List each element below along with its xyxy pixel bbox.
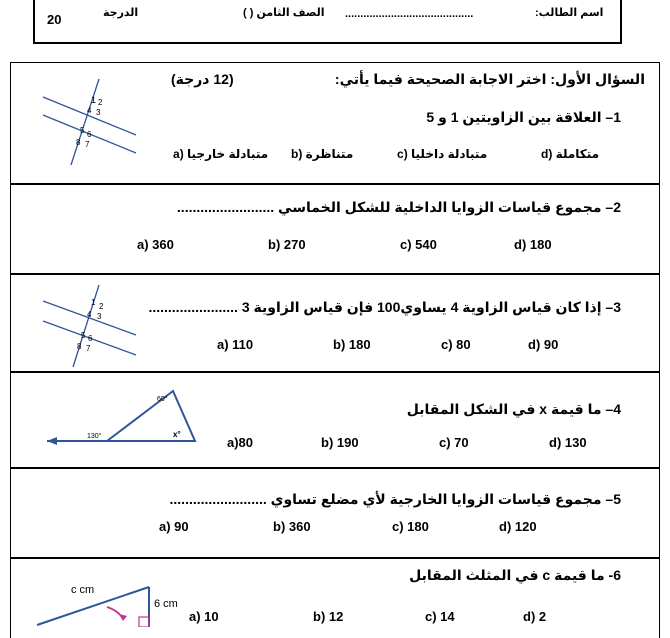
- angle-label-8b: 8: [77, 342, 82, 351]
- question-6-text: 6- ما قيمة c في المثلث المقابل: [409, 567, 621, 583]
- q1-option-d[interactable]: متكاملة (d: [541, 147, 600, 161]
- q2-option-c[interactable]: c) 540: [400, 237, 437, 252]
- q5-option-a[interactable]: a) 90: [159, 519, 189, 534]
- angle-label-8: 8: [76, 138, 81, 147]
- angle-label-5b: 5: [81, 331, 86, 340]
- q2-option-a[interactable]: a) 360: [137, 237, 174, 252]
- q1-option-b[interactable]: متناظرة (b: [291, 147, 354, 161]
- class-label: الصف الثامن ( ): [243, 7, 325, 19]
- parallel-lines-figure: [41, 77, 141, 167]
- q5-option-b[interactable]: b) 360: [273, 519, 311, 534]
- question-4-text: 4– ما قيمة x في الشكل المقابل: [406, 401, 621, 417]
- angle-label-6: 6: [87, 130, 92, 139]
- q6-option-c[interactable]: c) 14: [425, 609, 455, 624]
- q5-option-c[interactable]: c) 180: [392, 519, 429, 534]
- q4-option-b[interactable]: b) 190: [321, 435, 359, 450]
- question-2-box: [10, 184, 660, 274]
- angle-label-3: 3: [96, 108, 101, 117]
- angle-label-7: 7: [85, 140, 90, 149]
- angle-label-1: 1: [91, 95, 97, 105]
- q3-option-b[interactable]: b) 180: [333, 337, 371, 352]
- question-6-box: [10, 558, 660, 638]
- triangle-figure: [45, 385, 215, 455]
- question-5-text: 5– مجموع قياسات الزوايا الخارجية لأي مضلع تساوي .........................: [169, 491, 621, 507]
- section-title: السؤال الأول: اختر الاجابة الصحيحة فيما يأتي:: [334, 71, 645, 87]
- angle-label-2: 2: [98, 98, 103, 107]
- side-6-label: 6 cm: [154, 598, 178, 610]
- angle-label-1b: 1: [91, 298, 96, 307]
- q4-option-a[interactable]: a)80: [227, 435, 254, 450]
- header-box: [33, 0, 622, 44]
- angle-label-5: 5: [80, 126, 85, 135]
- angle-60-label: 60°: [157, 396, 168, 403]
- question-3-box: [10, 274, 660, 372]
- angle-130-label: 130°: [87, 433, 102, 440]
- q6-option-d[interactable]: d) 2: [523, 609, 547, 624]
- section-points: (12 درجة): [171, 71, 234, 87]
- q5-option-d[interactable]: d) 120: [499, 519, 537, 534]
- q6-option-a[interactable]: a) 10: [189, 609, 219, 624]
- angle-x-label: x°: [173, 430, 181, 439]
- question-2-text: 2– مجموع قياسات الزوايا الداخلية للشكل الخماسي .........................: [176, 199, 621, 215]
- question-1-text: 1– العلاقة بين الزاويتين 1 و 5: [426, 109, 621, 125]
- question-3-text: 3– إذا كان قياس الزاوية 4 يساوي100 فإن قياس الزاوية 3 .......................: [148, 299, 621, 315]
- angle-label-4: 4: [87, 106, 92, 115]
- grade-value: 20: [47, 12, 62, 27]
- student-name-label: اسم الطالب:: [535, 7, 604, 19]
- grade-label: الدرجة: [103, 7, 139, 19]
- q1-option-c[interactable]: متبادلة داخليا (c: [397, 147, 488, 161]
- angle-label-2b: 2: [99, 302, 104, 311]
- angle-label-6b: 6: [88, 334, 93, 343]
- q2-option-b[interactable]: b) 270: [268, 237, 306, 252]
- side-c-label: c cm: [71, 584, 95, 596]
- q1-option-a[interactable]: متبادلة خارجيا (a: [173, 147, 269, 161]
- parallel-lines-figure-2: [41, 283, 141, 368]
- name-dots: ..........................................: [345, 8, 474, 20]
- q2-option-d[interactable]: d) 180: [514, 237, 552, 252]
- angle-label-7b: 7: [86, 344, 91, 353]
- q6-option-b[interactable]: b) 12: [313, 609, 344, 624]
- question-4-box: [10, 372, 660, 468]
- q4-option-d[interactable]: d) 130: [549, 435, 587, 450]
- question-5-box: [10, 468, 660, 558]
- angle-label-4b: 4: [87, 310, 92, 319]
- q3-option-c[interactable]: c) 80: [441, 337, 471, 352]
- q3-option-d[interactable]: d) 90: [528, 337, 559, 352]
- question-1-box: [10, 62, 660, 184]
- q3-option-a[interactable]: a) 110: [217, 337, 254, 352]
- angle-label-3b: 3: [97, 312, 102, 321]
- q4-option-c[interactable]: c) 70: [439, 435, 469, 450]
